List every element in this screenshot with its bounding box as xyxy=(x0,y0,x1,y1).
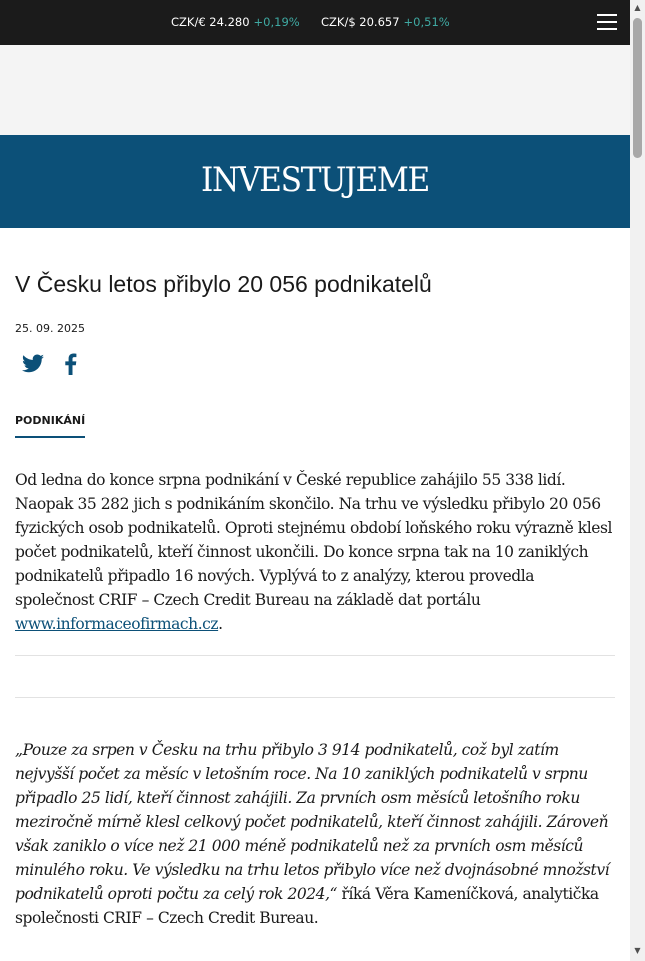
twitter-icon[interactable] xyxy=(21,352,45,376)
ticker-usd[interactable] xyxy=(321,15,450,29)
vertical-scrollbar[interactable] xyxy=(630,0,645,961)
article-perex xyxy=(15,468,615,636)
ticker-eur-rate: CZK/€ 24.280 xyxy=(171,15,250,29)
divider xyxy=(15,697,615,698)
hamburger-menu-icon[interactable] xyxy=(597,14,617,32)
ticker-eur[interactable] xyxy=(171,15,300,29)
ticker-eur-change: +0,19% xyxy=(253,15,300,29)
divider xyxy=(15,655,615,656)
article-title: V Česku letos přibylo 20 056 podnikatelů xyxy=(15,271,432,297)
perex-text: Od ledna do konce srpna podnikání v České republice zahájilo 55 338 lidí. Naopak 35 282 jich s podnikáním skončilo. Na trhu ve výsledku přibylo 20 056 fyzických osob podnikatelů. Oproti stejnému období loňského roku výrazně klesl počet podnikatelů, kteří činnost ukončili. Do konce srpna tak na 10 zaniklých podnikatelů připadlo 16 nových. Vyplývá to z analýzy, kterou provedla společnost CRIF – Czech Credit Bureau na základě dat portálu xyxy=(15,471,612,609)
facebook-icon[interactable] xyxy=(59,352,83,376)
article-quote xyxy=(15,738,615,930)
category-tag[interactable]: PODNIKÁNÍ xyxy=(15,414,85,438)
quote-text: „Pouze za srpen v Česku na trhu přibylo 3 914 podnikatelů, což byl zatím nejvyšší počet za měsíc v letošním roce. Na 10 zaniklých podnikatelů v srpnu připadlo 25 lidí, kteří činnost zahájili. Za prvních osm měsíců letošního roku meziročně mírně klesl celkový počet podnikatelů, kteří činnost zahájili. Zároveň však zaniklo o více než 21 000 méně podnikatelů než za prvních osm měsíců minulého roku. Ve výsledku na trhu letos přibylo více než dvojnásobné množství podnikatelů oproti počtu za celý rok 2024,“ xyxy=(15,741,610,903)
perex-end: . xyxy=(218,615,223,633)
ticker-usd-rate: CZK/$ 20.657 xyxy=(321,15,400,29)
scrollbar-thumb[interactable] xyxy=(633,18,642,158)
scroll-up-arrow-icon[interactable]: ▲ xyxy=(634,3,641,12)
ad-placeholder xyxy=(0,45,630,135)
article-date: 25. 09. 2025 xyxy=(15,322,85,335)
currency-ticker-bar xyxy=(0,0,630,45)
site-logo[interactable]: INVESTUJEME xyxy=(200,160,430,200)
informaceofirmach-link[interactable]: www.informaceofirmach.cz xyxy=(15,615,219,633)
ticker-usd-change: +0,51% xyxy=(403,15,450,29)
scroll-down-arrow-icon[interactable]: ▼ xyxy=(634,946,641,955)
quote-attribution: říká Věra Kameníčková, analytička společnosti CRIF – Czech Credit Bureau. xyxy=(15,885,599,927)
